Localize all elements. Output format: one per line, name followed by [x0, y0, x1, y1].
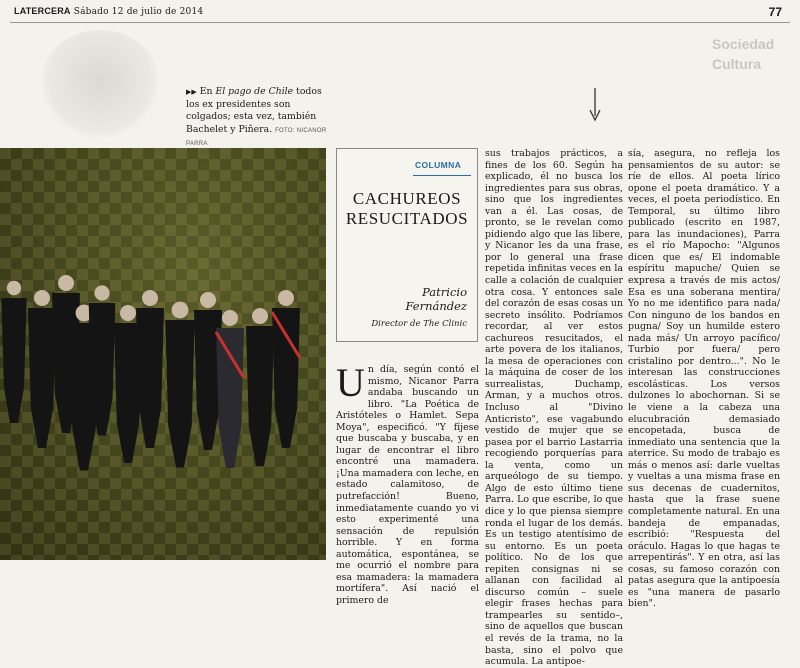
headline-line: CACHUREOS — [352, 189, 462, 208]
hanging-figure — [272, 290, 300, 448]
column-text: sus trabajos prácticos, a fines de los 60. Según ha explicado, él no busca los ingredientes para sus obras, sino que los ingredientes van a él. Las cosas, de pronto, se le revelan como pidiendo algo que las libere, y Nicanor les da una frase, por lo general una frase repetida infinitas veces en la calle a colación de cualquier otra cosa. Y entonces sale del corazón de esas cosas un secreto insólito. Podríamos recordar, al ver estos cachureos resucitados, el arte povera de los italianos, la mesa de operaciones con la máquina de coser de los surrealistas, Duchamp, Arman, y a muchos otros. Incluso al "Divino Anticristo", ese vagabundo vestido de mujer que se pasea por el barrio Lastarria recogiendo porquerías para la venta, como un arqueólogo de su tiempo. Algo de esto último tiene Parra. Lo que escribe, lo que dice y lo que piensa siempre ronda el lugar de los demás. Es un testigo atentísimo de su entorno. Es un poeta político. No de los que repiten consignas ni se allanan con facilidad al discurso común – suele elegir frases hechas para trampearles su sentido–, sino de aquellos que buscan el revés de la trama, no la basta, sino el polvo que acumula. La antipoe- — [485, 148, 623, 668]
article-column-1 — [336, 360, 479, 606]
article-column-3 — [628, 148, 780, 610]
photo-caption — [186, 86, 336, 151]
masthead — [14, 6, 203, 17]
caption-text: En — [196, 86, 216, 97]
page-number: 77 — [768, 5, 782, 19]
hanging-figures-illustration — [0, 148, 326, 560]
header-rule — [10, 22, 790, 23]
caption-text: todos los ex presidentes son colgados; esta vez, también Bachelet y Piñera. — [186, 86, 322, 135]
author-first-name: Patricio — [422, 285, 467, 299]
byline — [405, 285, 467, 313]
faded-section-line: Sociedad — [712, 36, 775, 52]
newspaper-name: LATERCERA — [14, 6, 71, 16]
issue-date: Sábado 12 de julio de 2014 — [73, 7, 204, 17]
hanging-figure — [136, 290, 164, 448]
hanging-figure — [1, 281, 26, 423]
column-header-box — [336, 148, 478, 342]
artwork-photo — [0, 148, 326, 560]
section-label: COLUMNA — [415, 160, 462, 170]
column-text: n día, según contó el mismo, Nicanor Parra andaba buscando un libro. "La Poética de Aristóteles o Hamlet. Sepa Moya", especificó. "Y fíjese que buscaba y buscaba, y en lugar de encontrar el libro encontré una mamadera. ¡Una mamadera con leche, en estado calamitoso, de putrefacción! Bueno, inmediatamente cuando yo vi esto experimenté una sensación de repulsión horrible. Y en forma automática, espontánea, se me ocurrió el nombre para esa mamadera: la mamadera mortífera". Así nació el primero de — [336, 364, 479, 606]
caption-title-italic: El pago de Chile — [215, 86, 294, 97]
faded-section-line: Cultura — [712, 56, 761, 72]
faded-background-photo — [40, 30, 160, 140]
photo-credit: FOTO: NICANOR PARRA — [186, 127, 327, 147]
drop-cap: U — [336, 360, 365, 405]
hanging-figure — [28, 290, 56, 448]
hanging-figure — [216, 310, 244, 468]
caption-arrows-icon: ▶▶ — [186, 88, 197, 96]
article-column-2 — [485, 148, 623, 668]
hanging-figure — [246, 308, 274, 466]
author-last-name: Fernández — [405, 299, 467, 313]
hanging-figure — [165, 302, 194, 468]
faded-section-header — [712, 34, 794, 74]
pen-arrow-mark — [587, 86, 603, 126]
headline-line: RESUCITADOS — [345, 209, 469, 228]
author-role: Director de The Clinic — [371, 319, 467, 329]
label-underline — [413, 175, 471, 176]
column-text: sía, asegura, no refleja los pensamientos de su autor: se ríe de ellos. Al poeta lírico opone el poeta dramático. Y a veces, el poeta periodístico. En Temporal, su último libro publicado (escrito en 1987, para las inundaciones), Parra es el río Mapocho: "Algunos dicen que es/ El indomable espíritu mapuche/ Quien se expresa a través de mis actos/ Esa es una soberana mentira/ Yo no me identifico para nada/ Con ninguno de los bandos en pugna/ Soy un humilde estero nada más/ Un arroyo pacífico/ Turbio por fuera/ pero cristalino por dentro...". No le interesan las construcciones escolásticas. Los versos dulzones lo abochornan. Si se le viene a la cabeza una elucubración demasiado encopetada, busca de inmediato una sentencia que la aterrice. Su modo de trabajo es más o menos así: darle vueltas y vueltas a una misma frase en sus decenas de cuadernitos, hasta que la frase suene completamente natural. En una bandeja de empanadas, escribió: "Respuesta del oráculo. Hagas lo que hagas te arrepentirás". Y en otra, así las cosas, su famoso corazón con patas asegura que la antipoesía es "una manera de pasarlo bien". — [628, 148, 780, 610]
headline — [341, 189, 473, 229]
